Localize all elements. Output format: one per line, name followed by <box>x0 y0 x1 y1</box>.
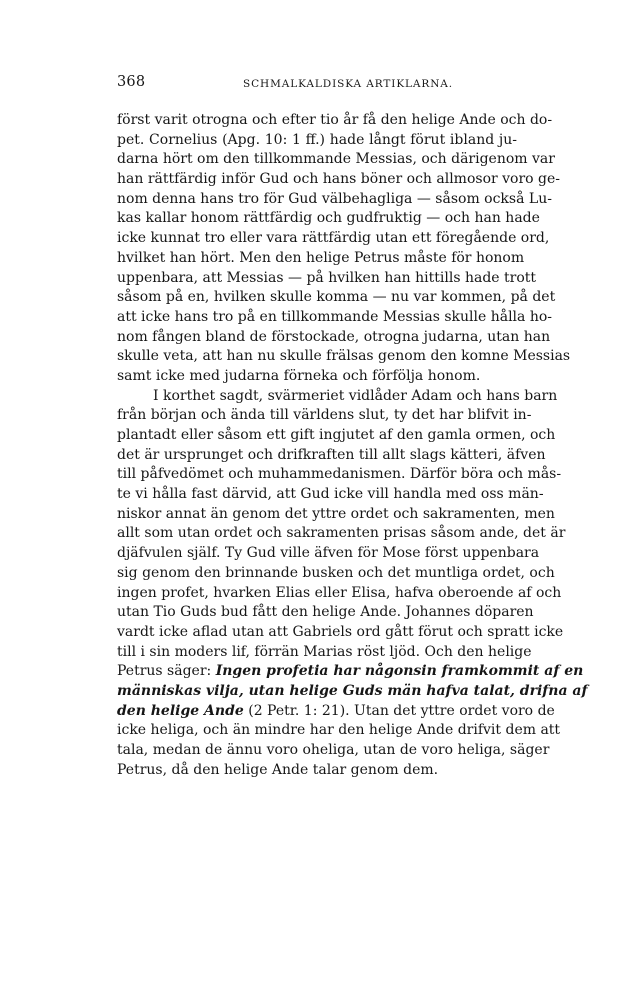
italic-quote: människas vilja, utan helige Guds män hafva talat, drifna af <box>117 682 588 699</box>
text-line: sig genom den brinnande busken och det muntliga ordet, och <box>117 564 555 581</box>
text-line: niskor annat än genom det yttre ordet och sakramenten, men <box>117 505 555 522</box>
text-line: pet. Cornelius (Apg. 10: 1 ff.) hade långt förut ibland ju- <box>117 131 517 148</box>
text-line <box>117 702 555 722</box>
text-line: nom denna hans tro för Gud välbehagliga — såsom också Lu- <box>117 190 552 207</box>
italic-quote: den helige Ande <box>117 702 244 719</box>
text-line: darna hört om den tillkommande Messias, och därigenom var <box>117 151 555 168</box>
text-line: icke kunnat tro eller vara rättfärdig utan ett föregående ord, <box>117 230 550 247</box>
body-text <box>117 111 588 780</box>
text-line: till i sin moders lif, förrän Marias röst ljöd. Och den helige <box>117 643 532 660</box>
text-line: djäfvulen själf. Ty Gud ville äfven för Mose först uppenbara <box>117 545 540 562</box>
italic-quote: Ingen profetia har någonsin framkommit af en <box>215 663 584 680</box>
text-line: plantadt eller såsom ett gift ingjutet af den gamla ormen, och <box>117 427 556 443</box>
text-line: hvilket han hört. Men den helige Petrus måste för honom <box>117 249 525 266</box>
text-line: från början och ända till världens slut, ty det har blifvit in- <box>117 407 532 424</box>
paragraph <box>117 111 571 387</box>
text-line: I korthet sagdt, svärmeriet vidlåder Adam och hans barn <box>153 387 558 404</box>
text-run: Petrus säger: <box>117 663 216 680</box>
text-line: samt icke med judarna förneka och förfölja honom. <box>117 367 481 384</box>
text-line: ingen profet, hvarken Elias eller Elisa, hafva oberoende af och <box>117 584 562 601</box>
text-line: skulle veta, att han nu skulle frälsas genom den komne Messias <box>117 348 571 365</box>
text-line: utan Tio Guds bud fått den helige Ande. Johannes döparen <box>117 604 534 621</box>
text-line: till påfvedömet och muhammedanismen. Därför böra och mås- <box>117 466 562 483</box>
text-line: det är ursprunget och drifkraften till allt slags kätteri, äfven <box>117 446 546 463</box>
text-line: vardt icke aflad utan att Gabriels ord gått förut och spratt icke <box>117 623 564 640</box>
text-line <box>117 662 584 682</box>
text-run: (2 Petr. 1: 21). Utan det yttre ordet voro de <box>243 702 555 719</box>
text-line: att icke hans tro på en tillkommande Messias skulle hålla ho- <box>117 308 553 325</box>
running-title: SCHMALKALDISKA ARTIKLARNA. <box>243 78 454 90</box>
paragraph <box>117 387 588 781</box>
text-line: såsom på en, hvilken skulle komma — nu var kommen, på det <box>117 289 556 306</box>
text-line: han rättfärdig inför Gud och hans böner och allmosor voro ge- <box>117 171 561 188</box>
text-line: te vi hålla fast därvid, att Gud icke vill handla med oss män- <box>117 486 544 503</box>
page-number: 368 <box>117 74 146 90</box>
text-line: tala, medan de ännu voro oheliga, utan de voro heliga, säger <box>117 742 550 758</box>
page-header <box>117 74 517 98</box>
text-line: uppenbara, att Messias — på hvilken han hittills hade trott <box>117 269 537 286</box>
text-line: kas kallar honom rättfärdig och gudfruktig — och han hade <box>117 210 540 227</box>
text-line: icke heliga, och än mindre har den helige Ande drifvit dem att <box>117 722 561 739</box>
text-line: nom fången bland de förstockade, otrogna judarna, utan han <box>117 328 551 345</box>
text-line: allt som utan ordet och sakramenten prisas såsom ande, det är <box>117 525 566 542</box>
text-line: först varit otrogna och efter tio år få den helige Ande och do- <box>117 112 553 128</box>
text-line: Petrus, då den helige Ande talar genom dem. <box>117 761 439 778</box>
